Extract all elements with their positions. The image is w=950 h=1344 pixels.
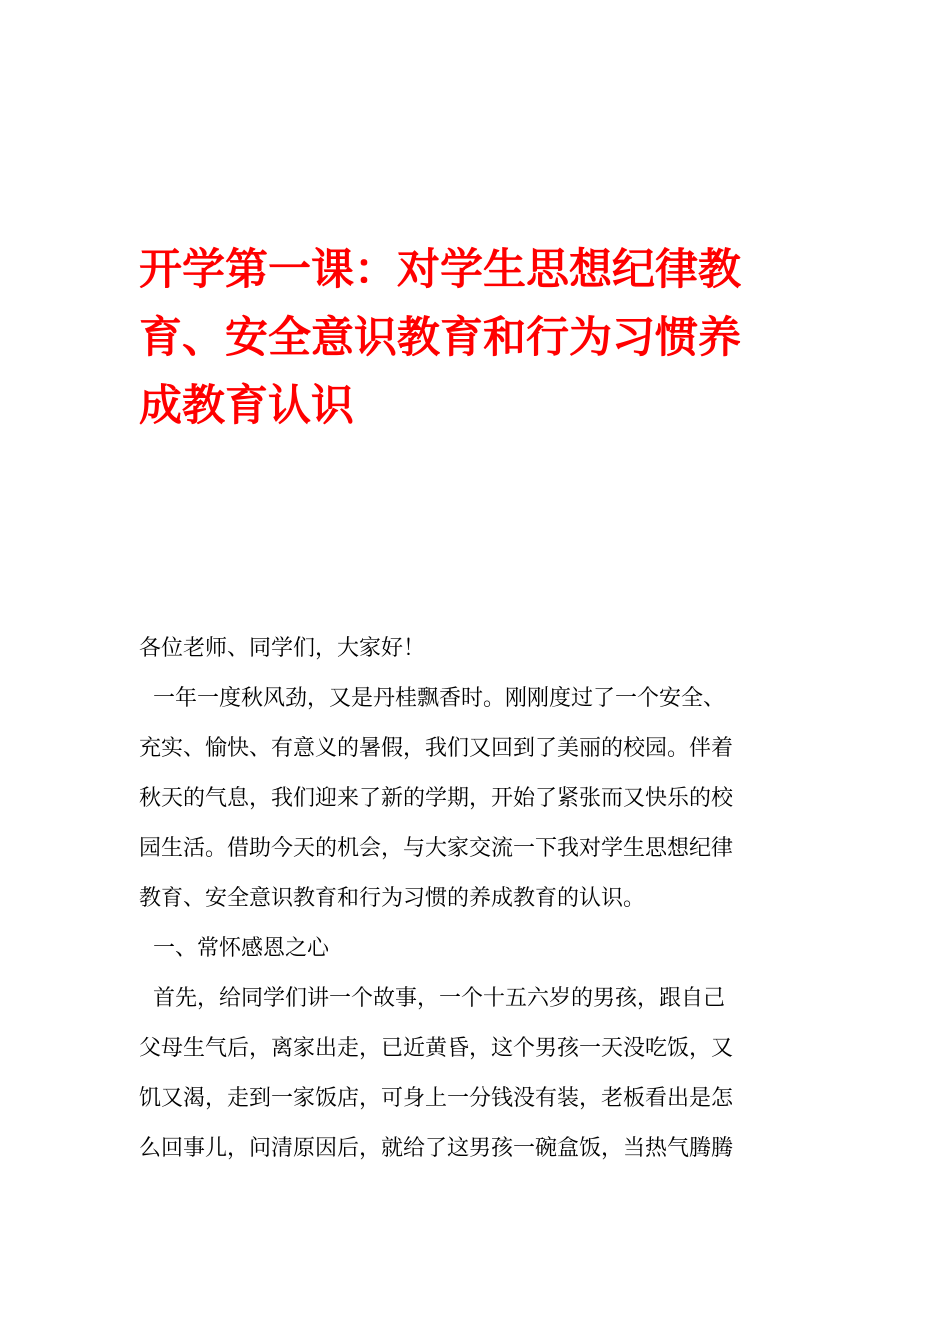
title-line: 开学第一课：对学生思想纪律教 xyxy=(139,245,741,295)
body-line: 么回事儿，问清原因后，就给了这男孩一碗盒饭，当热气腾腾 xyxy=(139,1136,734,1161)
body-line: 园生活。借助今天的机会，与大家交流一下我对学生思想纪律 xyxy=(139,836,734,861)
body-line: 饥又渴，走到一家饭店，可身上一分钱没有装，老板看出是怎 xyxy=(139,1086,734,1111)
greeting-line: 各位老师、同学们，大家好！ xyxy=(139,636,426,661)
title-line: 成教育认识 xyxy=(139,381,354,431)
section-heading: 一、常怀感恩之心 xyxy=(139,936,329,961)
document-body xyxy=(139,624,811,1174)
title-line: 育、安全意识教育和行为习惯养 xyxy=(139,313,741,363)
body-line: 首先，给同学们讲一个故事，一个十五六岁的男孩，跟自己 xyxy=(139,986,725,1011)
body-line: 父母生气后，离家出走，已近黄昏，这个男孩一天没吃饭，又 xyxy=(139,1036,734,1061)
body-line: 一年一度秋风劲，又是丹桂飘香时。刚刚度过了一个安全、 xyxy=(139,686,725,711)
body-line: 秋天的气息，我们迎来了新的学期，开始了紧张而又快乐的校 xyxy=(139,786,734,811)
document-title xyxy=(139,236,819,440)
body-line: 教育、安全意识教育和行为习惯的养成教育的认识。 xyxy=(139,886,646,911)
body-line: 充实、愉快、有意义的暑假，我们又回到了美丽的校园。伴着 xyxy=(139,736,734,761)
